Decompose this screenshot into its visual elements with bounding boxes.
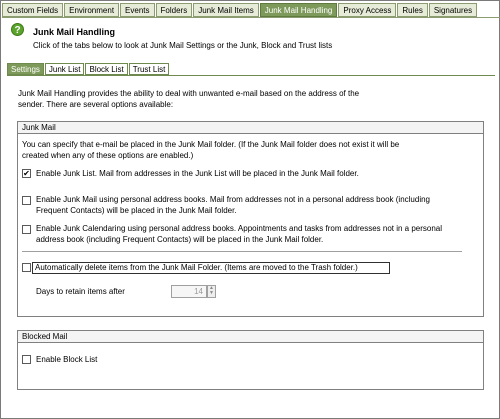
subtab-settings[interactable]: Settings (7, 63, 44, 75)
subtab-junk-list[interactable]: Junk List (45, 63, 85, 75)
subtab-trust-list[interactable]: Trust List (129, 63, 170, 75)
junk-mail-description-line-1: You can specify that e-mail be placed in the Junk Mail folder. (If the Junk Mail folder does not exist it will be (22, 140, 400, 149)
enable-block-list-label: Enable Block List (36, 355, 98, 364)
section-divider (22, 251, 462, 252)
junk-mail-description-line-2: created when any of these options are enabled.) (22, 151, 194, 160)
days-to-retain-input[interactable]: 14 (171, 285, 207, 298)
subtab-block-list[interactable]: Block List (85, 63, 127, 75)
enable-junk-list-label: Enable Junk List. Mail from addresses in the Junk List will be placed in the Junk Mail folder. (36, 169, 359, 178)
tab-signatures[interactable]: Signatures (429, 3, 477, 17)
enable-junk-calendaring-line-1: Enable Junk Calendaring using personal address books. Appointments and tasks from addresses not in a personal (36, 224, 443, 233)
spinner-down-icon[interactable]: ▼ (209, 290, 214, 296)
blocked-mail-section (17, 330, 484, 390)
enable-junk-pab-label (36, 194, 430, 216)
page-subtitle: Click of the tabs below to look at Junk Mail Settings or the Junk, Block and Trust lists (33, 41, 333, 50)
junk-mail-section (17, 121, 484, 317)
sub-tab-bar (7, 63, 169, 75)
blocked-mail-section-header: Blocked Mail (18, 331, 483, 343)
junk-mail-section-header: Junk Mail (18, 122, 483, 134)
tab-junk-mail-items[interactable]: Junk Mail Items (193, 3, 259, 17)
help-icon[interactable]: ? (11, 23, 24, 36)
junk-mail-description (22, 139, 399, 161)
tab-rules[interactable]: Rules (397, 3, 427, 17)
enable-junk-pab-line-1: Enable Junk Mail using personal address books. Mail from addresses not in a personal address book (including (36, 195, 430, 204)
tab-folders[interactable]: Folders (156, 3, 193, 17)
intro-line-1: Junk Mail Handling provides the ability to deal with unwanted e-mail based on the address of the (18, 89, 360, 98)
auto-delete-label: Automatically delete items from the Junk Mail Folder. (Items are moved to the Trash folder.) (32, 262, 390, 274)
tab-environment[interactable]: Environment (64, 3, 119, 17)
page-title: Junk Mail Handling (33, 27, 116, 37)
enable-junk-calendaring-label (36, 223, 442, 245)
days-spinner[interactable] (207, 285, 216, 298)
days-to-retain-label: Days to retain items after (36, 287, 125, 296)
enable-junk-pab-line-2: Frequent Contacts) will be placed in the Junk Mail folder. (36, 206, 237, 215)
enable-junk-pab-checkbox[interactable] (22, 196, 31, 205)
auto-delete-checkbox[interactable] (22, 263, 31, 272)
top-tab-bar (2, 3, 500, 17)
tab-custom-fields[interactable]: Custom Fields (2, 3, 63, 17)
tab-proxy-access[interactable]: Proxy Access (338, 3, 396, 17)
enable-junk-calendaring-checkbox[interactable] (22, 225, 31, 234)
intro-text (18, 88, 418, 110)
spinner-up-icon[interactable]: ▲ (209, 285, 214, 291)
intro-line-2: sender. There are several options available: (18, 100, 174, 109)
tab-events[interactable]: Events (120, 3, 154, 17)
tab-junk-mail-handling[interactable]: Junk Mail Handling (260, 3, 338, 17)
tab-bar-divider (2, 17, 500, 18)
enable-block-list-checkbox[interactable] (22, 355, 31, 364)
enable-junk-list-checkbox[interactable]: ✔ (23, 169, 30, 178)
enable-junk-calendaring-line-2: address book (including Frequent Contacts) will be placed in the Junk Mail folder. (36, 235, 324, 244)
sub-tab-divider (7, 75, 495, 76)
